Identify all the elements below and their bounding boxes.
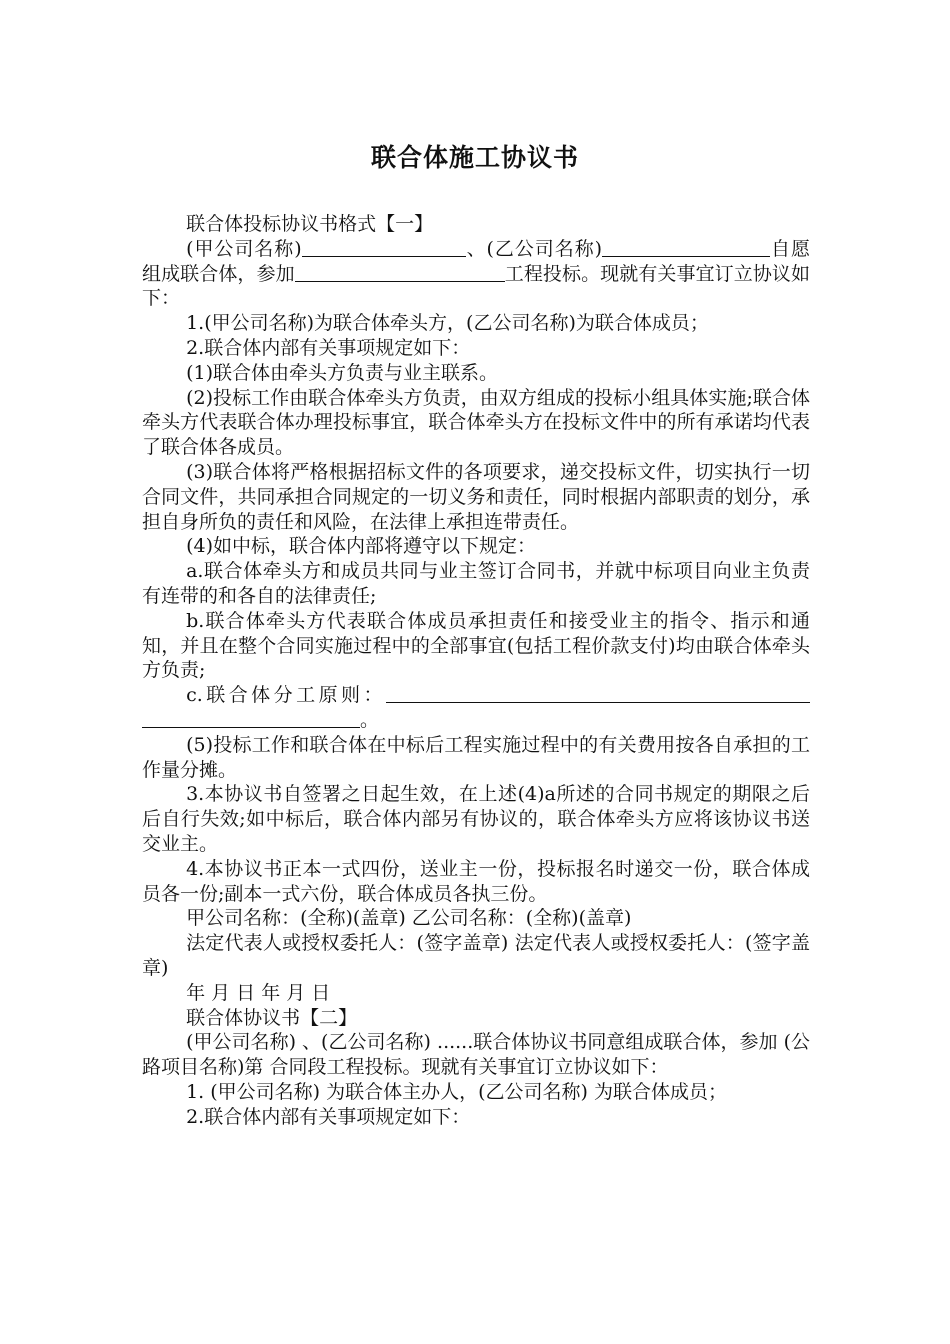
blank-line [302,237,466,257]
section-heading-2: 联合体协议书【二】 [186,1006,358,1029]
blank-line [142,708,360,728]
paragraph-item-5: (5)投标工作和联合体在中标后工程实施过程中的有关费用按各自承担的工作量分摊。 [142,733,810,781]
paragraph-item-4c [142,683,810,733]
party-a-label: (甲公司名称) [186,237,302,260]
document-body [142,212,810,1129]
paragraph-s2-clause-2: 2.联合体内部有关事项规定如下： [186,1105,471,1128]
blank-line [602,237,770,257]
paragraph-item-2: (2)投标工作由联合体牵头方负责，由双方组成的投标小组具体实施;联合体牵头方代表联合体办理投标事宜，联合体牵头方在投标文件中的所有承诺均代表了联合体各成员。 [142,386,810,459]
party-b-label: 、(乙公司名称) [465,237,603,260]
signature-date-line: 年 月 日 年 月 日 [186,981,331,1004]
paragraph-clause-2: 2.联合体内部有关事项规定如下： [186,336,471,359]
document-title: 联合体施工协议书 [370,143,579,172]
paragraph-intro [142,237,810,311]
paragraph-item-4a: a.联合体牵头方和成员共同与业主签订合同书，并就中标项目向业主负责有连带的和各自的法律责任; [142,560,810,607]
paragraph-clause-4: 4.本协议书正本一式四份，送业主一份，投标报名时递交一份，联合体成员各一份;副本一式六份，联合体成员各执三份。 [142,857,810,905]
blank-line [386,683,810,703]
paragraph-s2-clause-1: 1. (甲公司名称) 为联合体主办人，(乙公司名称) 为联合体成员； [186,1080,727,1103]
paragraph-item-3: (3)联合体将严格根据招标文件的各项要求，递交投标文件，切实执行一切合同文件，共同承担合同规定的一切义务和责任，同时根据内部职责的划分，承担自身所负的责任和风险，在法律上承担连带责任。 [142,460,810,533]
signature-company-line: 甲公司名称：(全称)(盖章) 乙公司名称：(全称)(盖章) [186,907,632,930]
paragraph-s2-intro: (甲公司名称) 、(乙公司名称) ......联合体协议书同意组成联合体，参加 (公路项目名称)第 合同段工程投标。现就有关事宜订立协议如下： [142,1031,810,1079]
paragraph-item-4: (4)如中标，联合体内部将遵守以下规定： [186,535,536,558]
blank-line [295,262,505,282]
paragraph-clause-3: 3.本协议书自签署之日起生效，在上述(4)a所述的合同书规定的期限之后后自行失效;如中标后，联合体内部另有协议的，联合体牵头方应将该协议书送交业主。 [142,783,810,855]
paragraph-item-1: (1)联合体由牵头方负责与业主联系。 [186,361,498,384]
item-4c-label: c.联合体分工原则： [186,684,386,707]
item-4c-end: 。 [360,708,380,731]
section-heading-1: 联合体投标协议书格式【一】 [186,213,434,235]
intro-end: 工程投标。现就有关事宜订立协议如下： [142,262,810,310]
intro-join: 自愿组成联合体，参加 [142,237,810,285]
signature-rep-line: 法定代表人或授权委托人：(签字盖章) 法定代表人或授权委托人：(签字盖章) [142,932,810,979]
paragraph-clause-1: 1.(甲公司名称)为联合体牵头方，(乙公司名称)为联合体成员； [186,312,709,335]
paragraph-item-4b: b.联合体牵头方代表联合体成员承担责任和接受业主的指令、指示和通知，并且在整个合同实施过程中的全部事宜(包括工程价款支付)均由联合体牵头方负责; [142,609,810,682]
